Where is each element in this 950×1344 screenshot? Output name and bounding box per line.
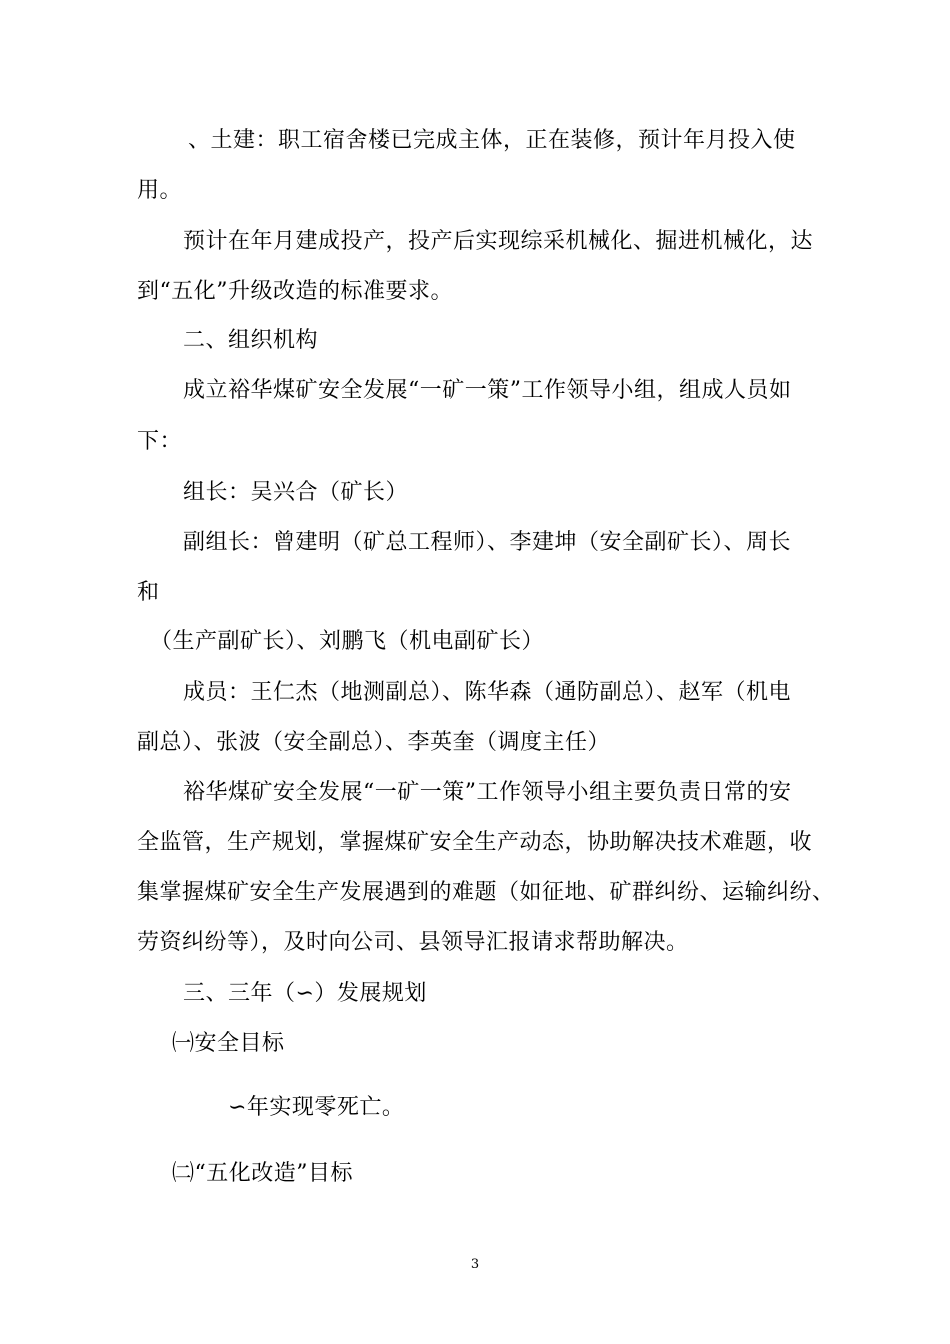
paragraph-line: 副组长：曾建明（矿总工程师）、李建坤（安全副矿长）、周长 [183, 530, 792, 555]
paragraph-line: 组长：吴兴合（矿长） [183, 480, 409, 505]
paragraph-line: 和 [137, 580, 160, 605]
paragraph-line: 成员：王仁杰（地测副总）、陈华森（通防副总）、赵军（机电 [183, 680, 792, 705]
paragraph-line: ∽年实现零死亡。 [228, 1095, 405, 1120]
subsection-heading: ㈠安全目标 [172, 1031, 285, 1056]
section-heading: 二、组织机构 [183, 328, 319, 353]
page-number: 3 [470, 1257, 480, 1272]
paragraph-line: 全监管，生产规划，掌握煤矿安全生产动态，协助解决技术难题，收 [137, 830, 813, 855]
paragraph-line: 、土建：职工宿舍楼已完成主体，正在装修，预计年月投入使 [188, 128, 796, 153]
paragraph-line: 集掌握煤矿安全生产发展遇到的难题（如征地、矿群纠纷、运输纠纷、 [137, 880, 835, 905]
paragraph-line: 劳资纠纷等），及时向公司、县领导汇报请求帮助解决。 [137, 930, 689, 955]
subsection-heading: ㈡“五化改造”目标 [172, 1161, 353, 1186]
paragraph-line: 预计在年月建成投产，投产后实现综采机械化、掘进机械化，达 [183, 229, 814, 254]
paragraph-line: 成立裕华煤矿安全发展“一矿一策”工作领导小组，组成人员如 [183, 378, 792, 403]
paragraph-line: 用。 [137, 178, 183, 203]
paragraph-line: 到“五化”升级改造的标准要求。 [137, 279, 453, 304]
paragraph-line: 下： [137, 429, 183, 454]
section-heading: 三、三年（∽）发展规划 [183, 981, 427, 1006]
paragraph-line: 裕华煤矿安全发展“一矿一策”工作领导小组主要负责日常的安 [183, 780, 792, 805]
paragraph-line: 副总）、张波（安全副总）、李英奎（调度主任） [137, 730, 611, 755]
paragraph-line: （生产副矿长）、刘鹏飞（机电副矿长） [150, 629, 545, 654]
